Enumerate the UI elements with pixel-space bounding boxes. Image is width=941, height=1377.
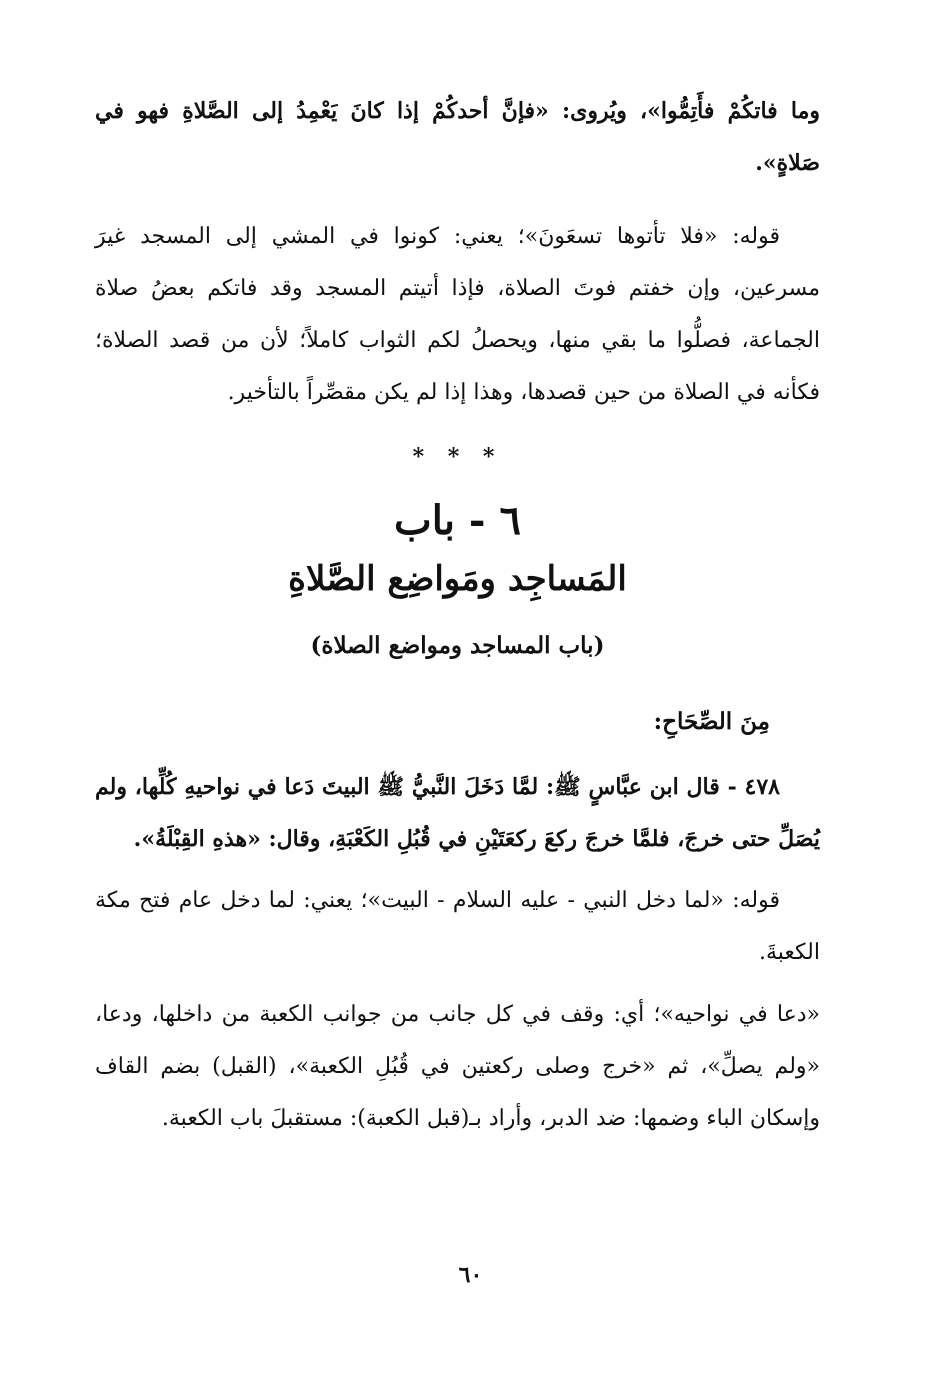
section-separator: * * * xyxy=(412,444,503,470)
hadith-478: ٤٧٨ - قال ابن عبَّاسٍ ﷺ: لمَّا دَخَلَ النَّبيُّ ﷺ البيتَ دَعا في نواحيهِ كُلِّها، ولم يُصَلِّ حتى خرجَ، فلمَّا خرجَ ركعَ ركعَتَيْنِ في قُبُلِ الكَعْبَةِ، وقال: «هذهِ القِبْلَةُ». xyxy=(95,774,820,852)
page-number: ٦٠ xyxy=(458,1262,483,1288)
section-heading: مِنَ الصِّحَاحِ: xyxy=(653,708,770,735)
chapter-number: ٦ - باب xyxy=(394,497,521,544)
paragraph-commentary: قوله: «فلا تأتوها تسعَونَ»؛ يعني: كونوا في المشي إلى المسجد غيرَ مسرعين، وإن خفتم فوتَ الصلاة، فإذا أتيتم المسجد وقد فاتكم بعضُ صلاة الجماعة، فصلُّوا ما بقي منها، ويحصلُ لكم الثواب كاملاً؛ لأن من قصد الصلاة؛ فكأنه في الصلاة من حين قصدها، وهذا إذا لم يكن مقصِّراً بالتأخير. xyxy=(95,224,820,405)
paragraph-hadith-continuation: وما فاتكُمْ فأَتِمُّوا»، ويُروى: «فإنَّ أحدكُمْ إذا كانَ يَعْمِدُ إلى الصَّلاةِ فهو في صَلاةٍ». xyxy=(95,98,820,176)
chapter-subtitle: (باب المساجد ومواضع الصلاة) xyxy=(310,632,605,659)
commentary-paragraph-1: قوله: «لما دخل النبي - عليه السلام - البيت»؛ يعني: لما دخل عام فتح مكة الكعبةَ. xyxy=(95,888,820,965)
commentary-paragraph-2: «دعا في نواحيه»؛ أي: وقف في كل جانب من جوانب الكعبة من داخلها، ودعا، «ولم يصلِّ»، ثم «خرج وصلى ركعتين في قُبُلِ الكعبة»، (القبل) بضم القاف وإسكان الباء وضمها: ضد الدبر، وأراد بـ(قبل الكعبة): مستقبلَ باب الكعبة. xyxy=(95,1002,820,1131)
chapter-title: المَساجِد ومَواضِع الصَّلاةِ xyxy=(288,559,627,599)
page-body xyxy=(95,85,820,1145)
